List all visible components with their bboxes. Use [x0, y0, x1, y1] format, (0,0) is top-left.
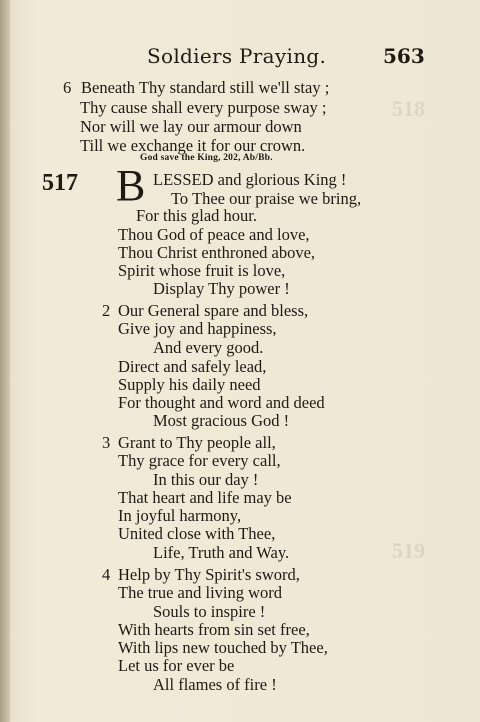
verse-line: In joyful harmony, [118, 506, 242, 525]
tune-indication: God save the King, 202, Ab/Bb. [140, 153, 273, 163]
verse-line: With lips new touched by Thee, [118, 638, 328, 657]
verse-line: Thou God of peace and love, [118, 225, 310, 244]
verse-line: Spirit whose fruit is love, [118, 261, 286, 280]
bleed-through-mark: 518 [392, 96, 425, 121]
page-number: 563 [383, 44, 425, 68]
verse-line: Beneath Thy standard still we'll stay ; [81, 78, 330, 97]
verse-line: Thy grace for every call, [118, 451, 281, 470]
stanza-number: 4 [102, 565, 111, 584]
verse-line: For this glad hour. [136, 206, 258, 225]
verse-line: Most gracious God ! [153, 411, 290, 430]
verse-line: Souls to inspire ! [153, 602, 266, 621]
verse-line: Till we exchange it for our crown. [80, 136, 306, 155]
verse-line: All flames of fire ! [153, 675, 277, 694]
verse-line: LESSED and glorious King ! [153, 170, 347, 189]
verse-line: For thought and word and deed [118, 393, 325, 412]
verse-line: To Thee our praise we bring, [171, 189, 362, 208]
verse-line: United close with Thee, [118, 524, 276, 543]
verse-line: Grant to Thy people all, [118, 433, 276, 452]
running-header [0, 44, 480, 74]
stanza-number: 6 [63, 78, 72, 97]
verse-line: Let us for ever be [118, 656, 235, 675]
page-title: Soldiers Praying. [147, 44, 327, 68]
stanza-number: 3 [102, 433, 111, 452]
drop-cap: B [116, 161, 146, 210]
verse-line: With hearts from sin set free, [118, 620, 310, 639]
verse-line: Give joy and happiness, [118, 319, 277, 338]
verse-line: Display Thy power ! [153, 279, 290, 298]
hymn-number: 517 [42, 170, 78, 196]
verse-line: Nor will we lay our armour down [80, 117, 302, 136]
verse-line: In this our day ! [153, 470, 259, 489]
verse-line: Supply his daily need [118, 375, 261, 394]
verse-line: Direct and safely lead, [118, 357, 267, 376]
verse-line: Help by Thy Spirit's sword, [118, 565, 300, 584]
page-spine [0, 0, 10, 722]
verse-line: That heart and life may be [118, 488, 292, 507]
bleed-through-mark: 519 [392, 538, 425, 563]
verse-line: And every good. [153, 338, 264, 357]
verse-line: Thou Christ enthroned above, [118, 243, 316, 262]
stanza-number: 2 [102, 301, 111, 320]
verse-line: Our General spare and bless, [118, 301, 309, 320]
verse-line: The true and living word [118, 583, 283, 602]
verse-line: Life, Truth and Way. [153, 543, 290, 562]
verse-line: Thy cause shall every purpose sway ; [80, 98, 327, 117]
